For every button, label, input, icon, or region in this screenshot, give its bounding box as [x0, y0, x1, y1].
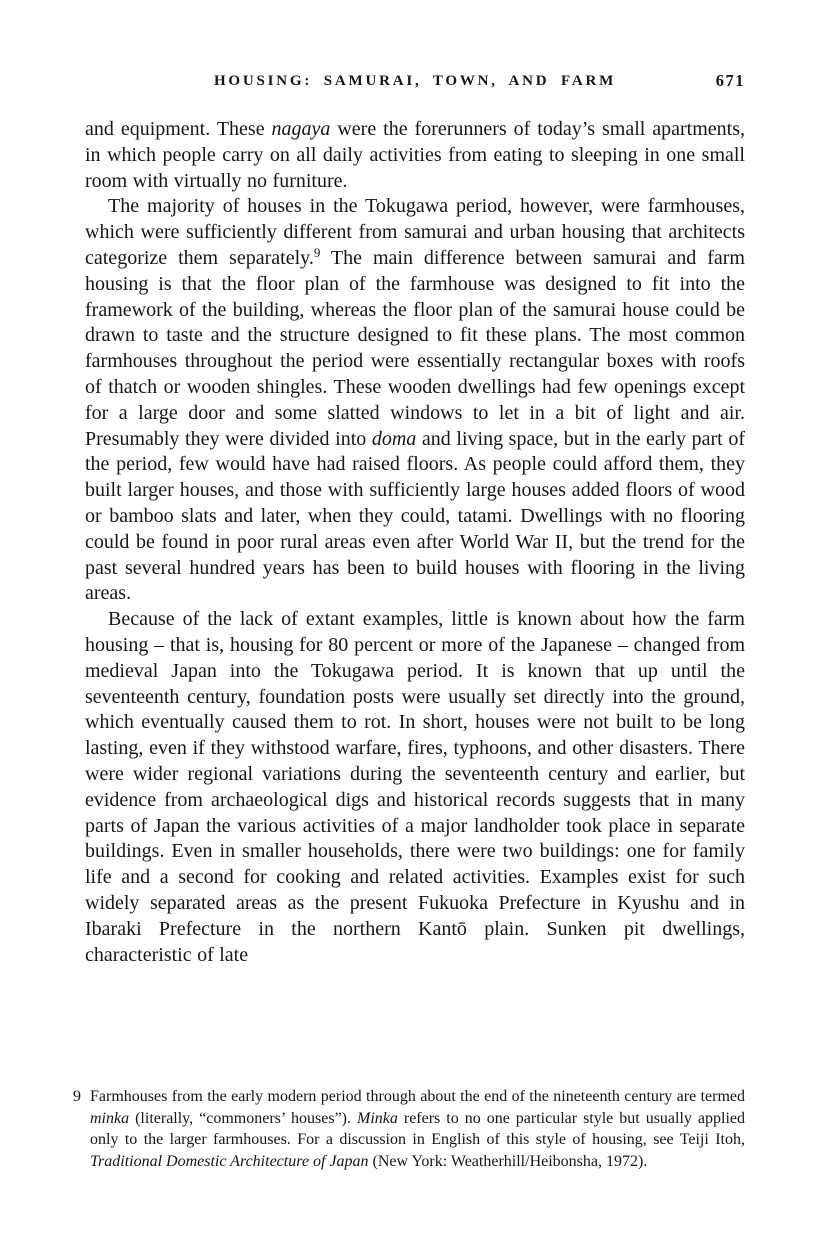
- text-run: The majority of houses in the Tokugawa period, however, were farmhouses, which were sufficiently different from samurai and urban housing that architects categorize them separately.: [85, 195, 745, 269]
- text-run: (New York: Weatherhill/Heibonsha, 1972).: [368, 1152, 648, 1170]
- footnote-9: [73, 1086, 745, 1172]
- paragraph-nagaya: [85, 117, 745, 194]
- italic-term: nagaya: [271, 118, 331, 140]
- text-run: Because of the lack of extant examples, little is known about how the farm housing – that is, housing for 80 percent or more of the Japanese – changed from medieval Japan into the Tokugawa period. It is known that up until the seventeenth century, foundation posts were usually set directly into the ground, which eventually caused them to rot. In short, houses were not built to be long lasting, even if they withstood warfare, fires, typhoons, and other disasters. There were wider regional variations during the seventeenth century and earlier, but evidence from archaeological digs and historical records suggests that in many parts of Japan the various activities of a major landholder took place in separate buildings. Even in smaller households, there were two buildings: one for family life and a second for cooking and related activities. Examples exist for such widely separated areas as the present Fukuoka Prefecture in Kyushu and in Ibaraki Prefecture in the northern Kantō plain. Sunken pit dwellings, characteristic of late: [85, 608, 745, 966]
- text-run: refers to no one particular style but usually applied only to the larger farmhouses. For a discussion in English of this style of housing, see Teiji Itoh,: [90, 1109, 746, 1149]
- footnote-reference: 9: [313, 245, 321, 261]
- italic-term: Minka: [357, 1109, 398, 1127]
- page-number: 671: [715, 71, 745, 90]
- text-run: (literally, “commoners’ houses”).: [129, 1109, 357, 1127]
- italic-term: minka: [90, 1109, 130, 1127]
- italic-term: doma: [371, 427, 417, 450]
- text-run: and equipment. These: [85, 118, 272, 140]
- italic-term: Traditional Domestic Architecture of Japan: [90, 1152, 369, 1170]
- text-run: and living space, but in the early part of the period, few would have had raised floors. As people could afford them, they built larger houses, and those with sufficiently large houses added floors of wood or bamboo slats and later, when they could, tatami. Dwellings with no flooring could be found in poor rural areas even after World War II, but the trend for the past several hundred years has been to build houses with flooring in the living areas.: [85, 427, 745, 605]
- running-head-title: HOUSING: SAMURAI, TOWN, AND FARM: [213, 73, 617, 89]
- text-run: were the forerunners of today’s small apartments, in which people carry on all daily activities from eating to sleeping in one small room with virtually no furniture.: [85, 118, 745, 192]
- text-run: Farmhouses from the early modern period through about the end of the nineteenth century are termed: [90, 1088, 745, 1105]
- paragraph-extant-examples: [85, 607, 745, 968]
- paragraph-farmhouses: [85, 194, 745, 607]
- running-head: [85, 73, 745, 90]
- body-text: [85, 117, 745, 968]
- text-run: The main difference between samurai and farm housing is that the floor plan of the farmhouse was designed to fit into the framework of the building, whereas the floor plan of the samurai house could be drawn to taste and the structure designed to fit these plans. The most common farmhouses throughout the period were essentially rectangular boxes with roofs of thatch or wooden shingles. These wooden dwellings had few openings except for a large door and some slatted windows to let in a bit of light and air. Presumably they were divided into: [85, 246, 745, 450]
- footnote-marker: 9: [73, 1088, 81, 1105]
- footnote-text: [90, 1086, 745, 1172]
